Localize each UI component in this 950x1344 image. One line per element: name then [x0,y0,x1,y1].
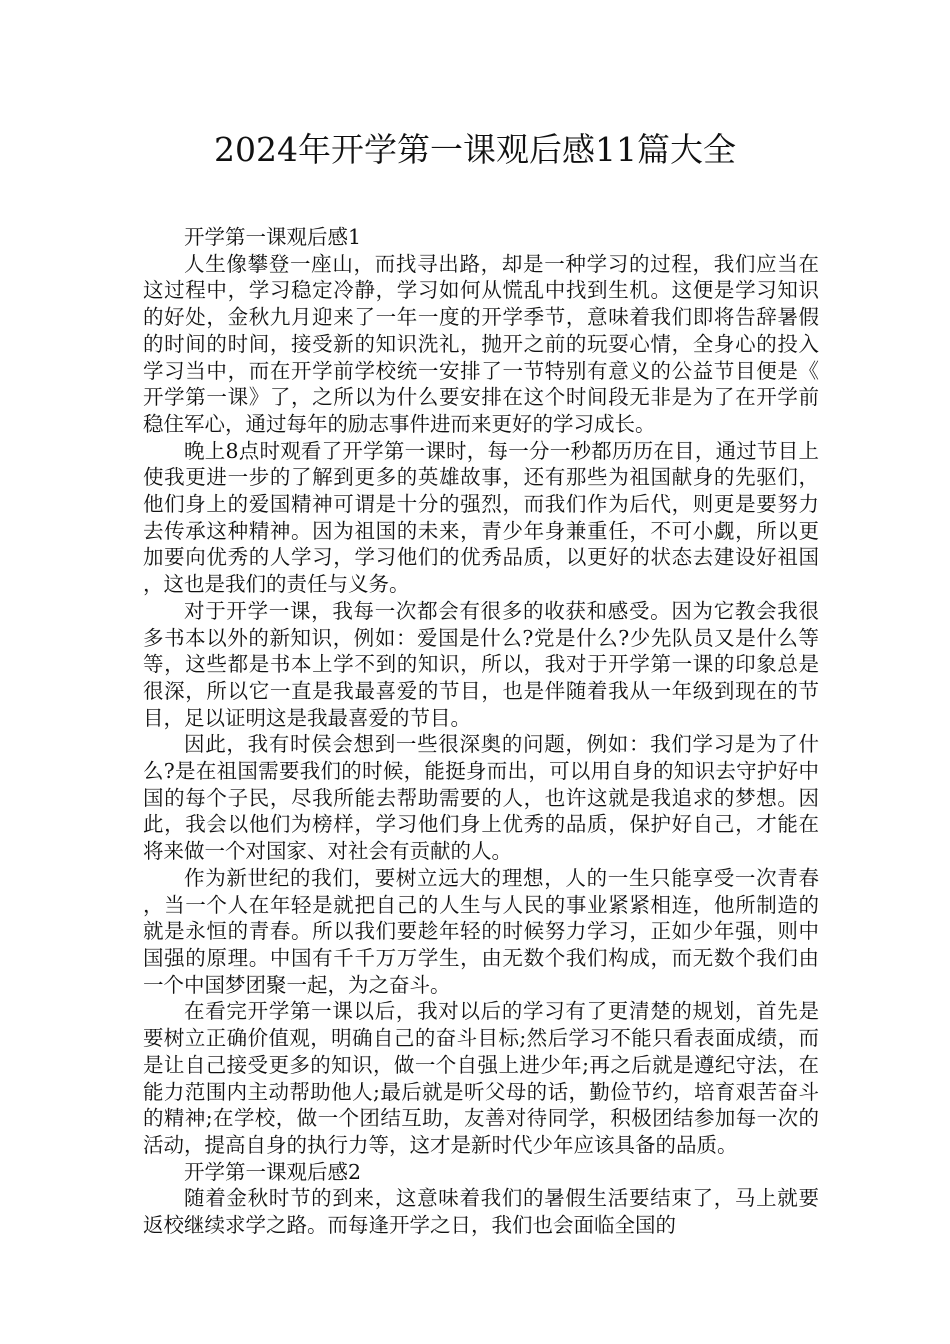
section-heading: 开学第一课观后感2 [184,1159,362,1184]
document-title: 2024年开学第一课观后感11篇大全 [214,130,736,169]
paragraph: 人生像攀登一座山，而找寻出路，却是一种学习的过程，我们应当在这过程中，学习稳定冷静，学习如何从慌乱中找到生机。这便是学习知识的好处，金秋九月迎来了一年一度的开学季节，意味着我们即将告辞暑假的时间的时间，接受新的知识洗礼，抛开之前的玩耍心情，全身心的投入学习当中，而在开学前学校统一安排了一节特别有意义的公益节目便是《开学第一课》了，之所以为什么要安排在这个时间段无非是为了在开学前稳住军心，通过每年的励志事件进而来更好的学习成长。 [143,251,819,436]
section-heading: 开学第一课观后感1 [184,225,362,249]
paragraph: 随着金秋时节的到来，这意味着我们的暑假生活要结束了，马上就要返校继续求学之路。而每逢开学之日，我们也会面临全国的 [143,1186,819,1238]
paragraph: 晚上8点时观看了开学第一课时，每一分一秒都历历在目，通过节目上使我更进一步的了解到更多的英雄故事，还有那些为祖国献身的先驱们，他们身上的爱国精神可谓是十分的强烈，而我们作为后代，则更是要努力去传承这种精神。因为祖国的未来，青少年身兼重任，不可小觑，所以更加要向优秀的人学习，学习他们的优秀品质，以更好的状态去建设好祖国，这也是我们的责任与义务。 [143,438,819,597]
document-body [143,224,819,1239]
paragraph: 对于开学一课，我每一次都会有很多的收获和感受。因为它教会我很多书本以外的新知识，例如：爱国是什么?党是什么?少先队员又是什么等等，这些都是书本上学不到的知识，所以，我对于开学第一课的印象总是很深，所以它一直是我最喜爱的节目，也是伴随着我从一年级到现在的节目，足以证明这是我最喜爱的节目。 [143,598,819,730]
paragraph: 因此，我有时侯会想到一些很深奥的问题，例如：我们学习是为了什么?是在祖国需要我们的时候，能挺身而出，可以用自身的知识去守护好中国的每个子民，尽我所能去帮助需要的人，也许这就是我追求的梦想。因此，我会以他们为榜样，学习他们身上优秀的品质，保护好自己，才能在将来做一个对国家、对社会有贡献的人。 [143,732,819,864]
paragraph: 在看完开学第一课以后，我对以后的学习有了更清楚的规划，首先是要树立正确价值观，明确自己的奋斗目标;然后学习不能只看表面成绩，而是让自己接受更多的知识，做一个自强上进少年;再之后就是遵纪守法，在能力范围内主动帮助他人;最后就是听父母的话，勤俭节约，培育艰苦奋斗的精神;在学校，做一个团结互助，友善对待同学，积极团结参加每一次的活动，提高自身的执行力等，这才是新时代少年应该具备的品质。 [143,999,819,1157]
paragraph: 作为新世纪的我们，要树立远大的理想，人的一生只能享受一次青春，当一个人在年轻是就把自己的人生与人民的事业紧紧相连，他所制造的就是永恒的青春。所以我们要趁年轻的时候努力学习，正如少年强，则中国强的原理。中国有千千万万学生，由无数个我们构成，而无数个我们由一个中国梦团聚一起，为之奋斗。 [143,865,819,997]
